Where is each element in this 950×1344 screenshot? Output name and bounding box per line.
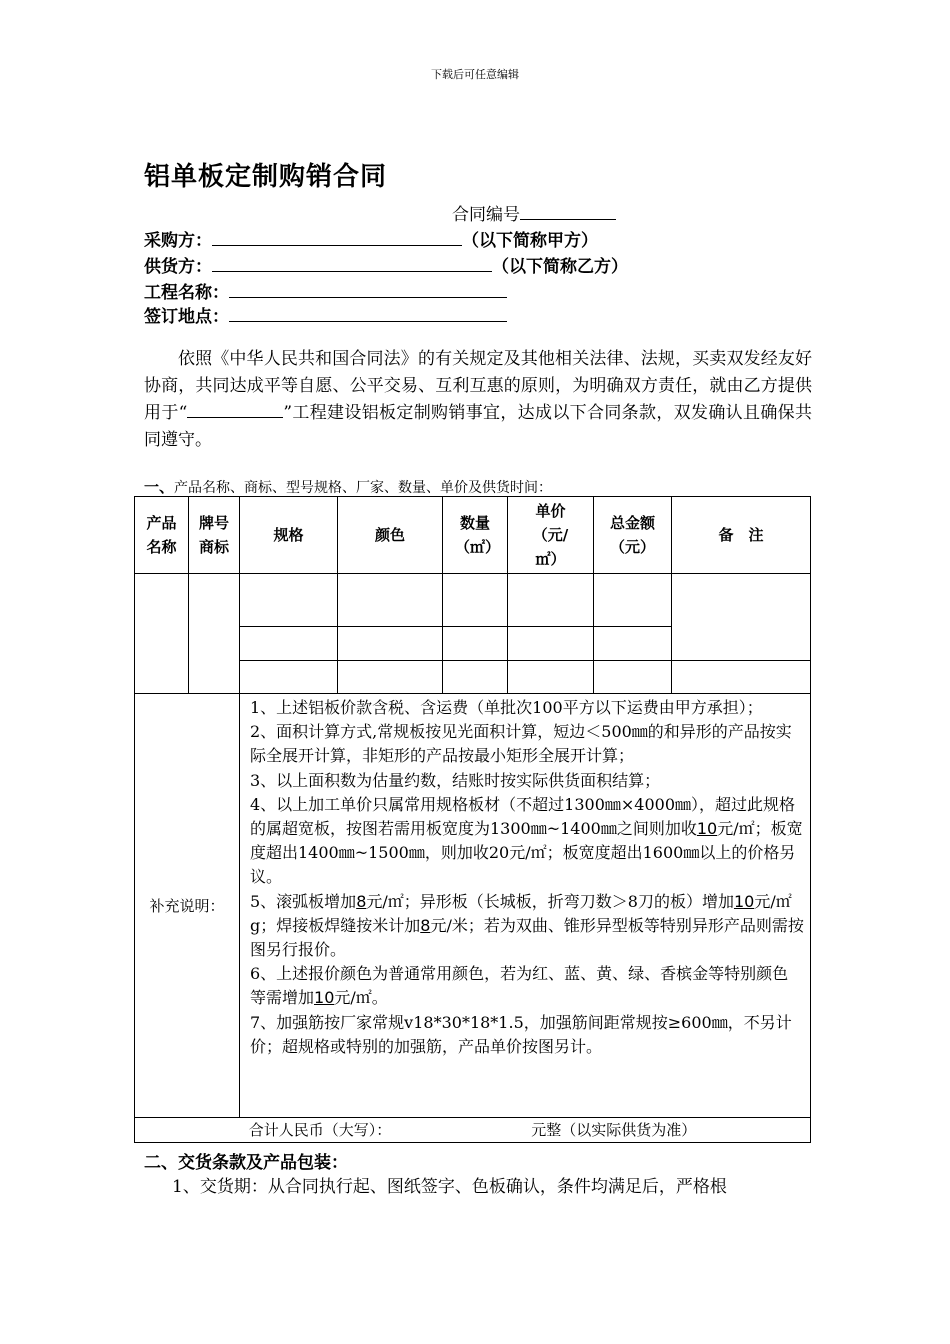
intro-part1: 依照《中华人民共和国合同法》的有关规定及其他相关法律、法规，买卖双发经友好协商，共同达成平等自愿、公平交易、互利互惠的原则，为明确双方责任，就由乙方提供用于“ [144,349,812,423]
unit-price-cell[interactable] [508,574,594,627]
remark-cell[interactable] [672,661,811,694]
product-name-cell[interactable] [135,574,189,694]
delivery-clause: 1、交货期：从合同执行起、图纸签字、色板确认，条件均满足后，严格根 [172,1177,727,1197]
place-line [144,302,507,327]
quantity-cell[interactable] [443,661,508,694]
buyer-label: 采购方： [144,231,212,251]
intro-part2: ”工程建设铝板定制购销事宜，达成以下合同条款，双发确认且确保共同遵守。 [144,403,812,450]
total-cell[interactable] [594,574,672,627]
intro-paragraph [144,346,812,454]
note-6-text-b: 元/㎡。 [334,988,388,1008]
note-5-text-b: 元/㎡；异形板（长城板，折弯刀数＞8刀的板）增加 [366,891,734,911]
note-5-value-3: 8 [420,915,431,935]
note-4-text-b: 元/㎡；板宽度超出1400㎜~1500㎜，则加收20元/㎡；板宽度超出1600㎜以上的价格另议。 [250,819,803,887]
unit-price-cell[interactable] [508,661,594,694]
document-title: 铝单板定制购销合同 [144,162,388,192]
contract-number-blank[interactable] [520,201,616,220]
contract-number [452,200,616,225]
quantity-cell[interactable] [443,627,508,661]
note-7: 7、加强筋按厂家常规v18*30*18*1.5，加强筋间距常规按≥600㎜，不另计价；超规格或特别的加强筋，产品单价按图另计。 [250,1012,792,1056]
buyer-blank[interactable] [212,227,462,246]
quantity-cell[interactable] [443,574,508,627]
spec-cell[interactable] [240,574,338,627]
spec-cell[interactable] [240,661,338,694]
total-label: 合计人民币（大写）： [248,1121,392,1139]
header-total: 总金额（元） [594,497,672,574]
header-quantity: 数量（㎡） [443,497,508,574]
note-5 [250,890,804,963]
place-label: 签订地点： [144,307,229,327]
header-spec: 规格 [240,497,338,574]
table-row [135,574,811,627]
color-cell[interactable] [338,627,443,661]
notes-label: 补充说明： [135,694,240,1118]
brand-cell[interactable] [189,574,240,694]
supplier-label: 供货方： [144,257,212,277]
note-1: 1、上述铝板价款含税、含运费（单批次100平方以下运费由甲方承担）； [250,698,763,717]
note-2: 2、面积计算方式,常规板按见光面积计算，短边＜500㎜的和异形的产品按实际全展开计算，非矩形的产品按最小矩形全展开计算； [250,722,792,766]
notes-content [240,694,811,1118]
color-cell[interactable] [338,661,443,694]
spec-cell[interactable] [240,627,338,661]
color-cell[interactable] [338,574,443,627]
project-blank[interactable] [229,279,507,298]
project-line [144,278,507,303]
total-suffix: 元整（以实际供货为准） [531,1121,697,1139]
total-cell[interactable] [594,661,672,694]
contract-number-label: 合同编号 [452,205,520,225]
section-1-title: 产品名称、商标、型号规格、厂家、数量、单价及供货时间： [174,480,553,496]
note-4-value: 10 [696,819,718,839]
total-cell[interactable] [594,627,672,661]
note-5-value-2: 10 [733,891,755,911]
remark-cell[interactable] [672,574,811,661]
total-cell [135,1118,811,1143]
note-4 [250,793,804,890]
header-unit-price: 单价（元/㎡） [508,497,594,574]
place-blank[interactable] [229,303,507,322]
unit-price-cell[interactable] [508,627,594,661]
section-1-number: 一、 [144,478,175,496]
supplier-line [144,252,628,277]
table-header-row [135,497,811,574]
note-4-text-a: 4、以上加工单价只属常用规格板材（不超过1300㎜×4000㎜），超过此规格的属超宽板，按图若需用板宽度为1300㎜~1400㎜之间则加收 [250,794,796,839]
note-5-text-d: 元/米；若为双曲、锥形异型板等特别异形产品则需按图另行报价。 [250,915,804,960]
note-3: 3、以上面积数为估量约数，结账时按实际供货面积结算； [250,770,661,790]
note-5-text-a: 5、滚弧板增加 [250,891,357,911]
project-label: 工程名称： [144,283,229,303]
header-product-name: 产品名称 [135,497,189,574]
header-brand: 牌号商标 [189,497,240,574]
header-color: 颜色 [338,497,443,574]
total-row [135,1118,811,1143]
note-6-text-a: 6、上述报价颜色为普通常用颜色，若为红、蓝、黄、绿、香槟金等特别颜色等需增加 [250,964,789,1008]
header-remark: 备 注 [672,497,811,574]
header-note: 下载后可任意编辑 [431,68,519,81]
section-1-heading [144,476,552,497]
product-table [134,496,811,1143]
supplier-blank[interactable] [212,253,492,272]
buyer-suffix: （以下简称甲方） [462,231,598,251]
notes-row [135,694,811,1118]
note-5-text-c: 元/㎡g；焊接板焊缝按米计加 [250,891,792,935]
section-2-heading: 二、交货条款及产品包装： [144,1153,348,1173]
note-6 [250,962,804,1010]
supplier-suffix: （以下简称乙方） [492,257,628,277]
note-5-value-1: 8 [356,891,367,911]
note-6-value: 10 [314,988,335,1008]
buyer-line [144,226,598,251]
project-name-blank[interactable] [187,401,283,418]
